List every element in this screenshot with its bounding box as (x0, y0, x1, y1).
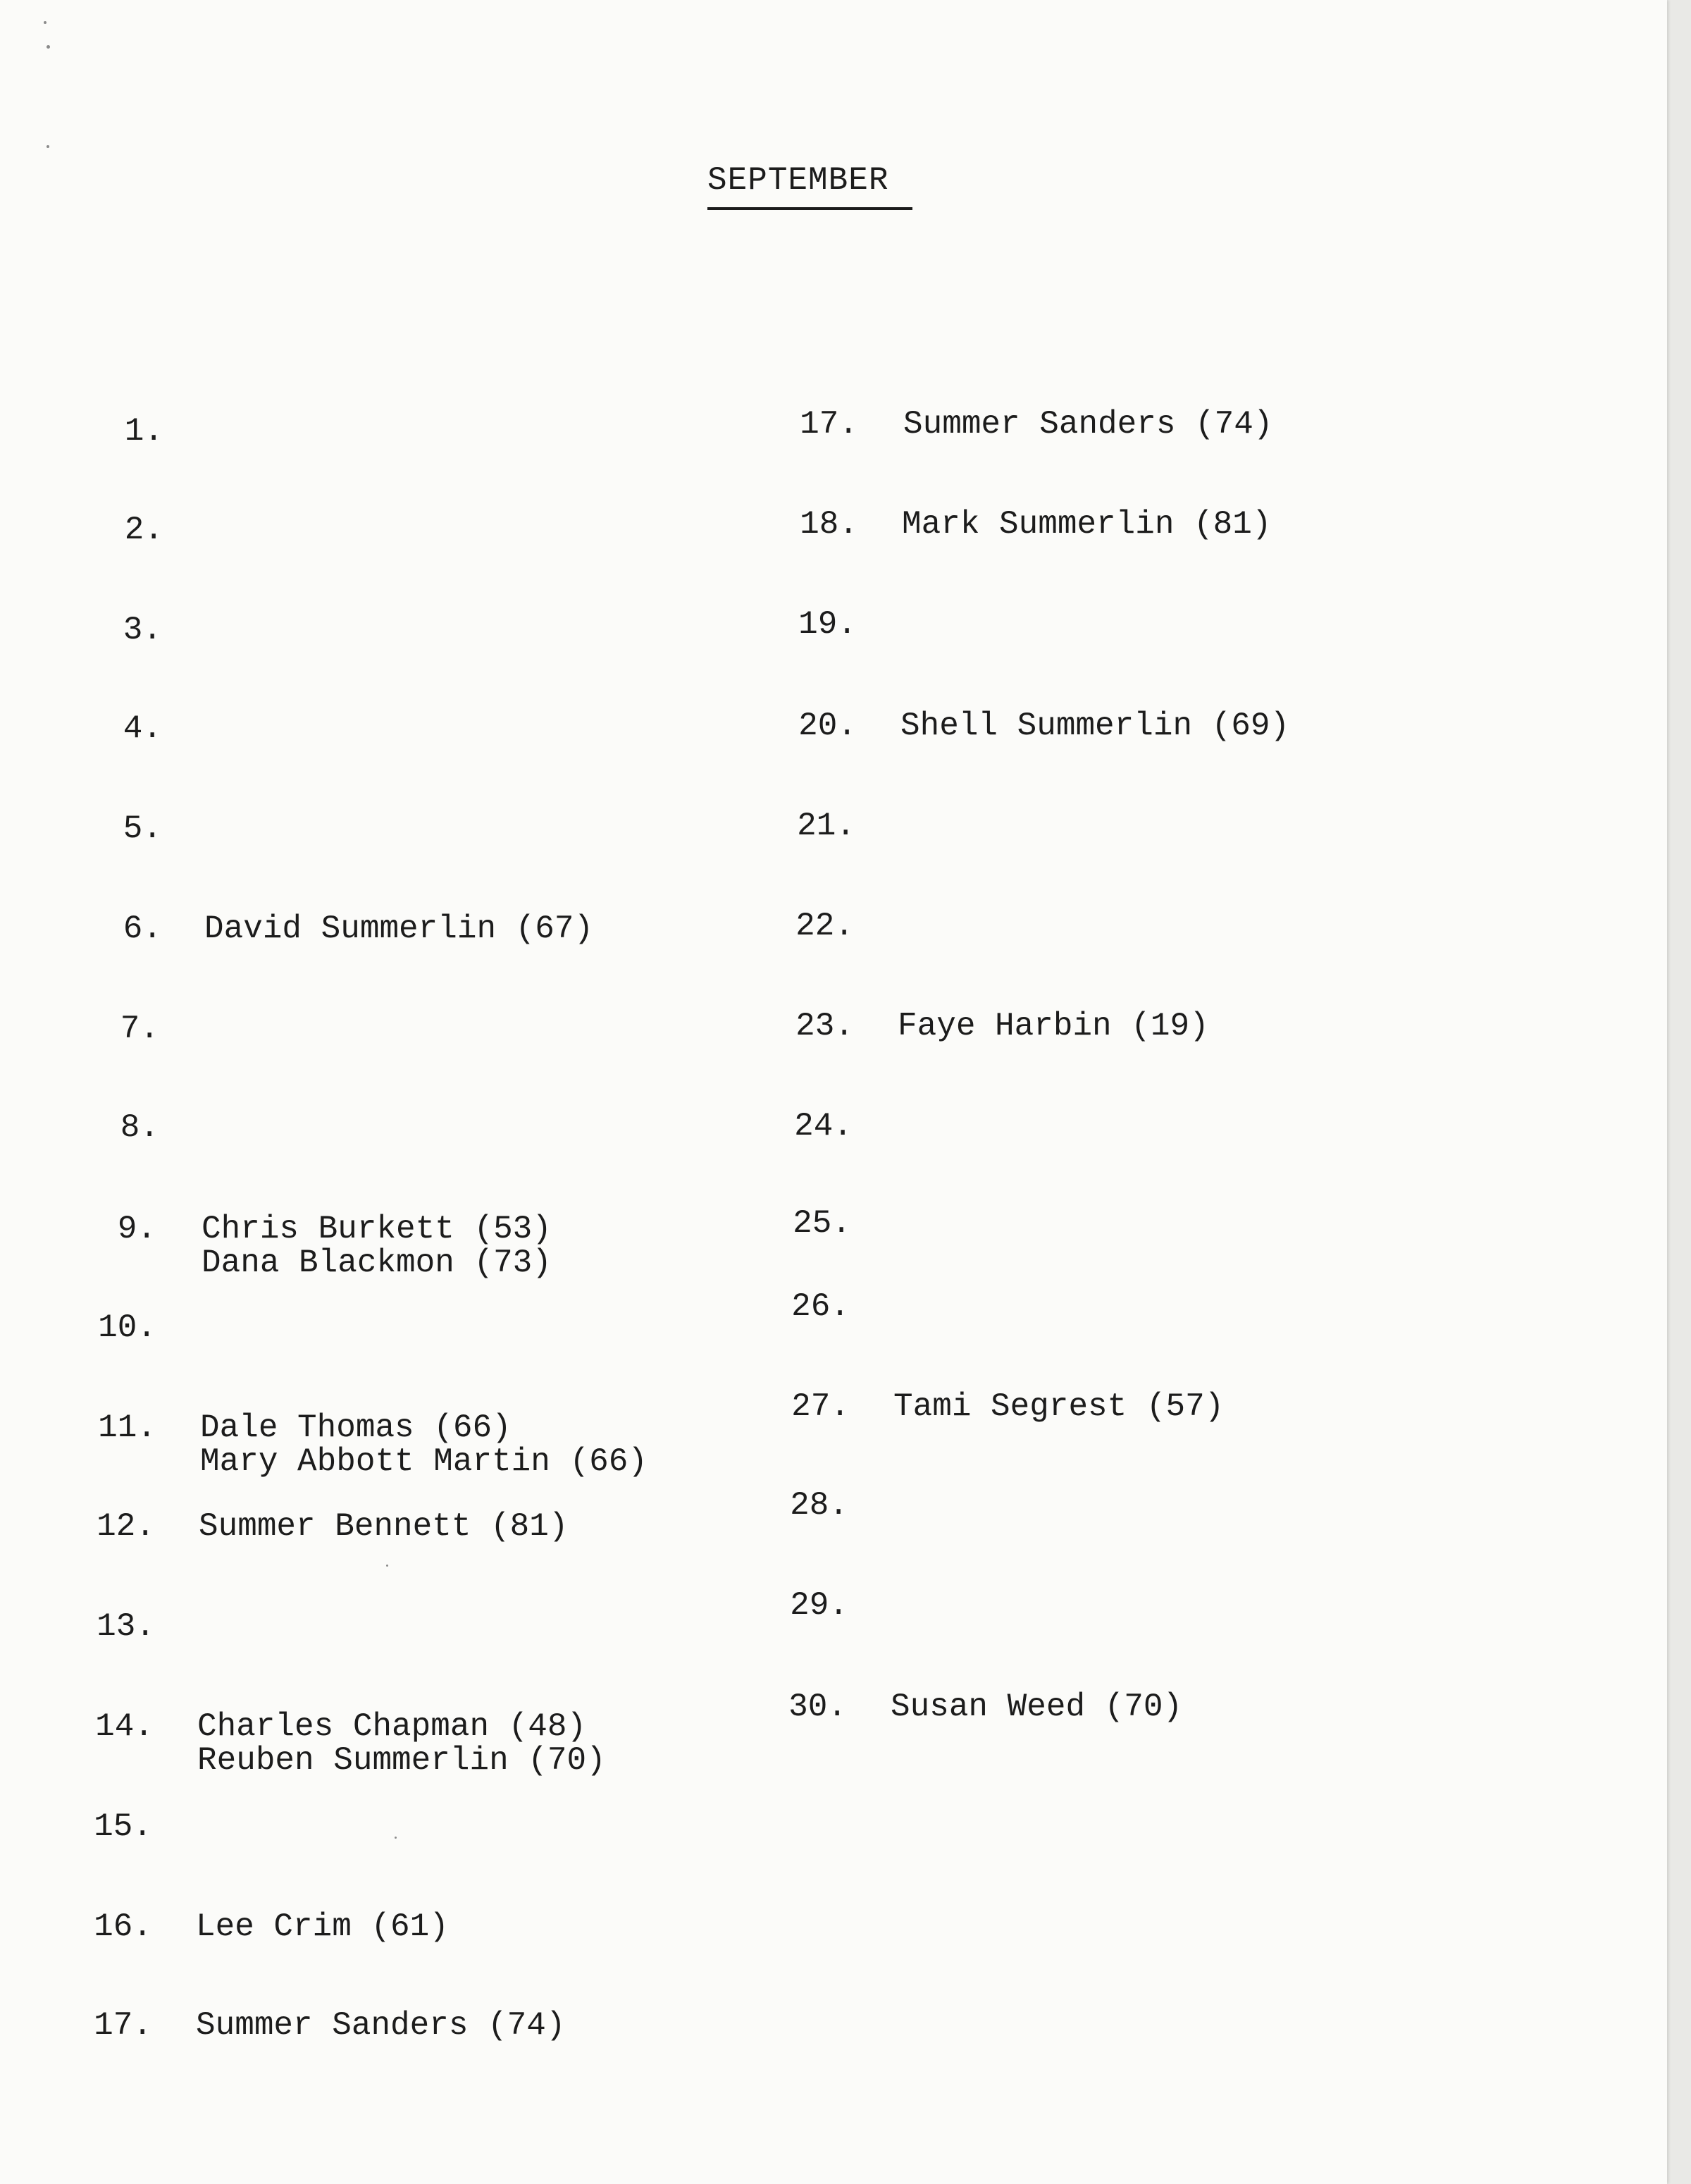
day-number: 17. (94, 2007, 152, 2044)
day-number: 15. (94, 1808, 152, 1845)
day-number: 19. (798, 606, 857, 643)
day-number: 26. (791, 1288, 850, 1325)
day-number: 28. (790, 1487, 848, 1524)
birthday-name: Shell Summerlin (69) (900, 708, 1290, 744)
birthday-names (197, 1710, 606, 1777)
paper-speck (395, 1837, 397, 1839)
birthday-name: Susan Weed (70) (891, 1689, 1183, 1725)
birthday-name: Faye Harbin (19) (898, 1008, 1209, 1044)
birthday-names (202, 1212, 552, 1280)
day-number: 22. (795, 908, 854, 944)
birthday-name: Mark Summerlin (81) (902, 506, 1272, 543)
day-number: 20. (798, 708, 857, 744)
page-title: SEPTEMBER (707, 159, 912, 210)
day-number: 4. (123, 710, 162, 747)
birthday-name: Mary Abbott Martin (66) (200, 1443, 648, 1480)
day-number: 13. (97, 1608, 155, 1645)
birthday-names (196, 1910, 449, 1944)
day-number: 25. (793, 1205, 851, 1242)
day-number: 3. (123, 612, 162, 648)
paper-speck (47, 145, 49, 148)
birthday-name: Summer Sanders (74) (196, 2007, 566, 2044)
birthday-names (903, 407, 1273, 441)
birthday-names (199, 1510, 569, 1543)
birthday-name: Summer Bennett (81) (199, 1508, 569, 1545)
birthday-name: David Summerlin (67) (204, 911, 594, 947)
birthday-names (200, 1411, 648, 1479)
birthday-names (900, 709, 1289, 743)
birthday-name: Chris Burkett (53) (202, 1211, 552, 1247)
birthday-name: Dana Blackmon (73) (202, 1245, 552, 1281)
day-number: 11. (98, 1409, 156, 1446)
birthday-names (893, 1390, 1224, 1424)
birthday-names (902, 507, 1272, 541)
birthday-name: Dale Thomas (66) (200, 1409, 512, 1446)
day-number: 7. (120, 1011, 159, 1047)
day-number: 12. (97, 1508, 155, 1545)
day-number: 2. (124, 512, 163, 548)
birthday-names (204, 912, 593, 946)
day-number: 18. (800, 506, 858, 543)
birthday-name: Summer Sanders (74) (903, 406, 1273, 443)
day-number: 5. (123, 810, 162, 847)
paper-speck (47, 45, 50, 49)
day-number: 23. (795, 1008, 854, 1044)
birthday-name: Tami Segrest (57) (893, 1388, 1225, 1425)
paper-speck (44, 21, 47, 24)
birthday-name: Charles Chapman (48) (197, 1708, 587, 1745)
day-number: 6. (123, 911, 162, 947)
birthday-names (196, 2009, 566, 2042)
paper-speck (386, 1565, 388, 1567)
day-number: 1. (124, 413, 163, 450)
day-number: 8. (120, 1109, 159, 1146)
day-number: 9. (117, 1211, 156, 1247)
birthday-name: Lee Crim (61) (196, 1908, 449, 1945)
day-number: 30. (788, 1689, 847, 1725)
day-number: 21. (797, 808, 855, 844)
day-number: 24. (794, 1108, 853, 1145)
birthday-names (898, 1009, 1209, 1043)
day-number: 14. (95, 1708, 154, 1745)
birthday-name: Reuben Summerlin (70) (197, 1742, 606, 1779)
day-number: 16. (94, 1908, 152, 1945)
day-number: 10. (98, 1309, 156, 1346)
day-number: 27. (791, 1388, 850, 1425)
birthday-names (891, 1690, 1182, 1724)
day-number: 29. (790, 1587, 848, 1624)
day-number: 17. (800, 406, 858, 443)
